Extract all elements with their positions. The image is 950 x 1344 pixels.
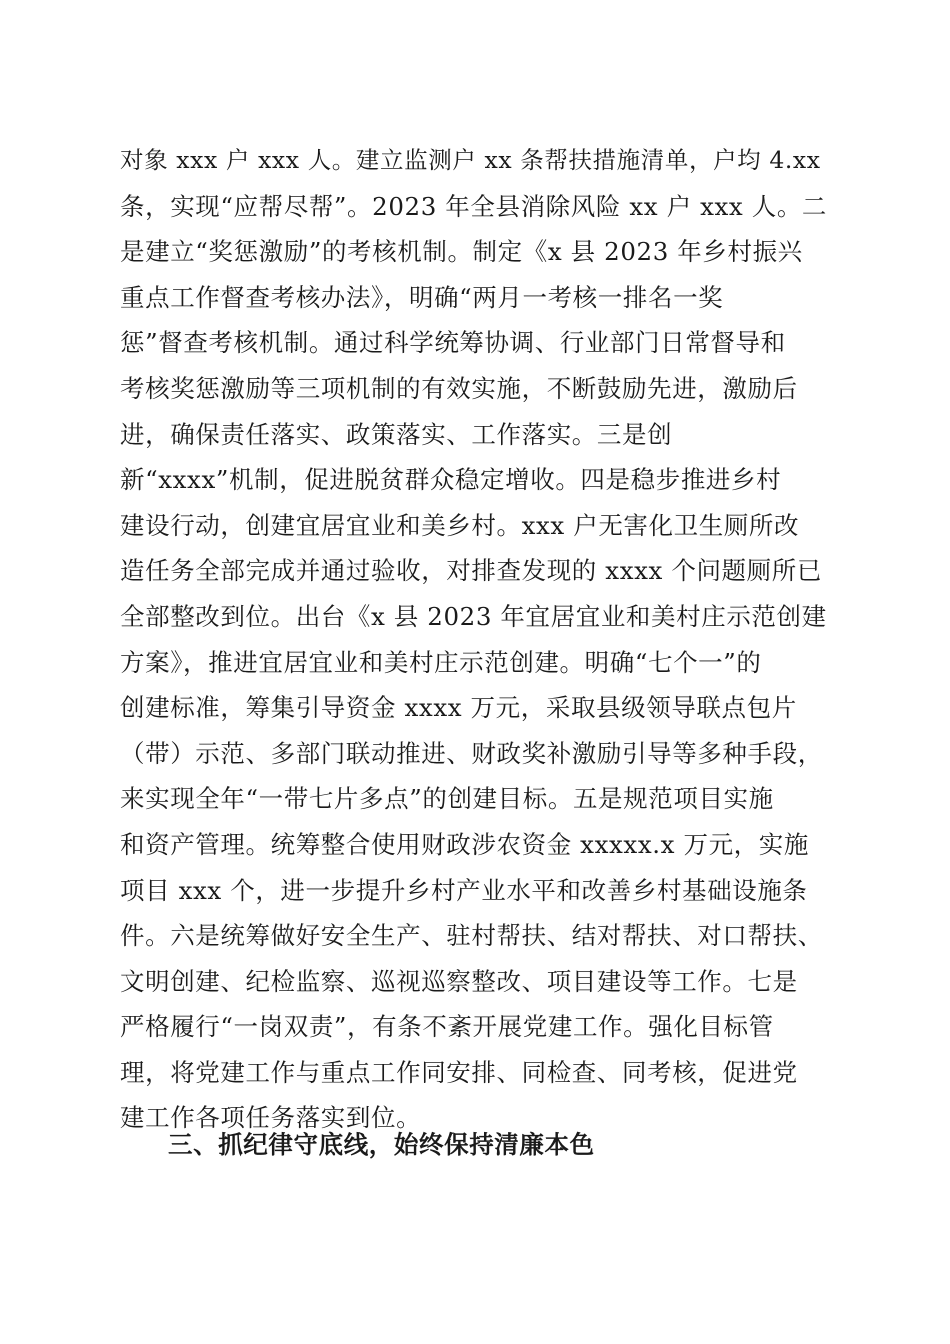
body-paragraph bbox=[120, 138, 828, 1141]
paragraph-line: 建设行动，创建宜居宜业和美乡村。xxx 户无害化卫生厕所改 bbox=[120, 510, 800, 540]
paragraph-line: 方案》，推进宜居宜业和美村庄示范创建。明确“七个一”的 bbox=[120, 647, 762, 677]
paragraph-line: 和资产管理。统筹整合使用财政涉农资金 xxxxx.x 万元，实施 bbox=[120, 829, 809, 859]
paragraph-line: 是建立“奖惩激励”的考核机制。制定《x 县 2023 年乡村振兴 bbox=[120, 237, 803, 267]
paragraph-line: 严格履行“一岗双责”，有条不紊开展党建工作。强化目标管 bbox=[120, 1012, 774, 1042]
paragraph-line: 条，实现“应帮尽帮”。2023 年全县消除风险 xx 户 xxx 人。二 bbox=[120, 191, 828, 221]
paragraph-line: 进，确保责任落实、政策落实、工作落实。三是创 bbox=[120, 419, 673, 449]
paragraph-line: 件。六是统筹做好安全生产、驻村帮扶、结对帮扶、对口帮扶、 bbox=[120, 921, 823, 951]
paragraph-line: 对象 xxx 户 xxx 人。建立监测户 xx 条帮扶措施清单，户均 4.xx bbox=[120, 146, 821, 174]
paragraph-line: （带）示范、多部门联动推进、财政奖补激励引导等多种手段， bbox=[120, 738, 823, 768]
paragraph-line: 理，将党建工作与重点工作同安排、同检查、同考核，促进党 bbox=[120, 1057, 798, 1087]
paragraph-line: 创建标准，筹集引导资金 xxxx 万元，采取县级领导联点包片 bbox=[120, 693, 797, 723]
paragraph-line: 重点工作督查考核办法》，明确“两月一考核一排名一奖 bbox=[120, 282, 724, 312]
paragraph-line: 建工作各项任务落实到位。 bbox=[120, 1103, 422, 1133]
paragraph-line: 考核奖惩激励等三项机制的有效实施，不断鼓励先进，激励后 bbox=[120, 373, 798, 403]
paragraph-line: 全部整改到位。出台《x 县 2023 年宜居宜业和美村庄示范创建 bbox=[120, 601, 827, 631]
section-heading: 三、抓纪律守底线，始终保持清廉本色 bbox=[168, 1130, 595, 1159]
paragraph-line: 文明创建、纪检监察、巡视巡察整改、项目建设等工作。七是 bbox=[120, 966, 798, 996]
paragraph-line: 造任务全部完成并通过验收，对排查发现的 xxxx 个问题厕所已 bbox=[120, 556, 822, 586]
paragraph-line: 来实现全年“一带七片多点”的创建目标。五是规范项目实施 bbox=[120, 784, 774, 814]
paragraph-line: 项目 xxx 个，进一步提升乡村产业水平和改善乡村基础设施条 bbox=[120, 875, 808, 905]
paragraph-line: 惩”督查考核机制。通过科学统筹协调、行业部门日常督导和 bbox=[120, 328, 786, 358]
paragraph-line: 新“xxxx”机制，促进脱贫群众稳定增收。四是稳步推进乡村 bbox=[120, 465, 782, 495]
